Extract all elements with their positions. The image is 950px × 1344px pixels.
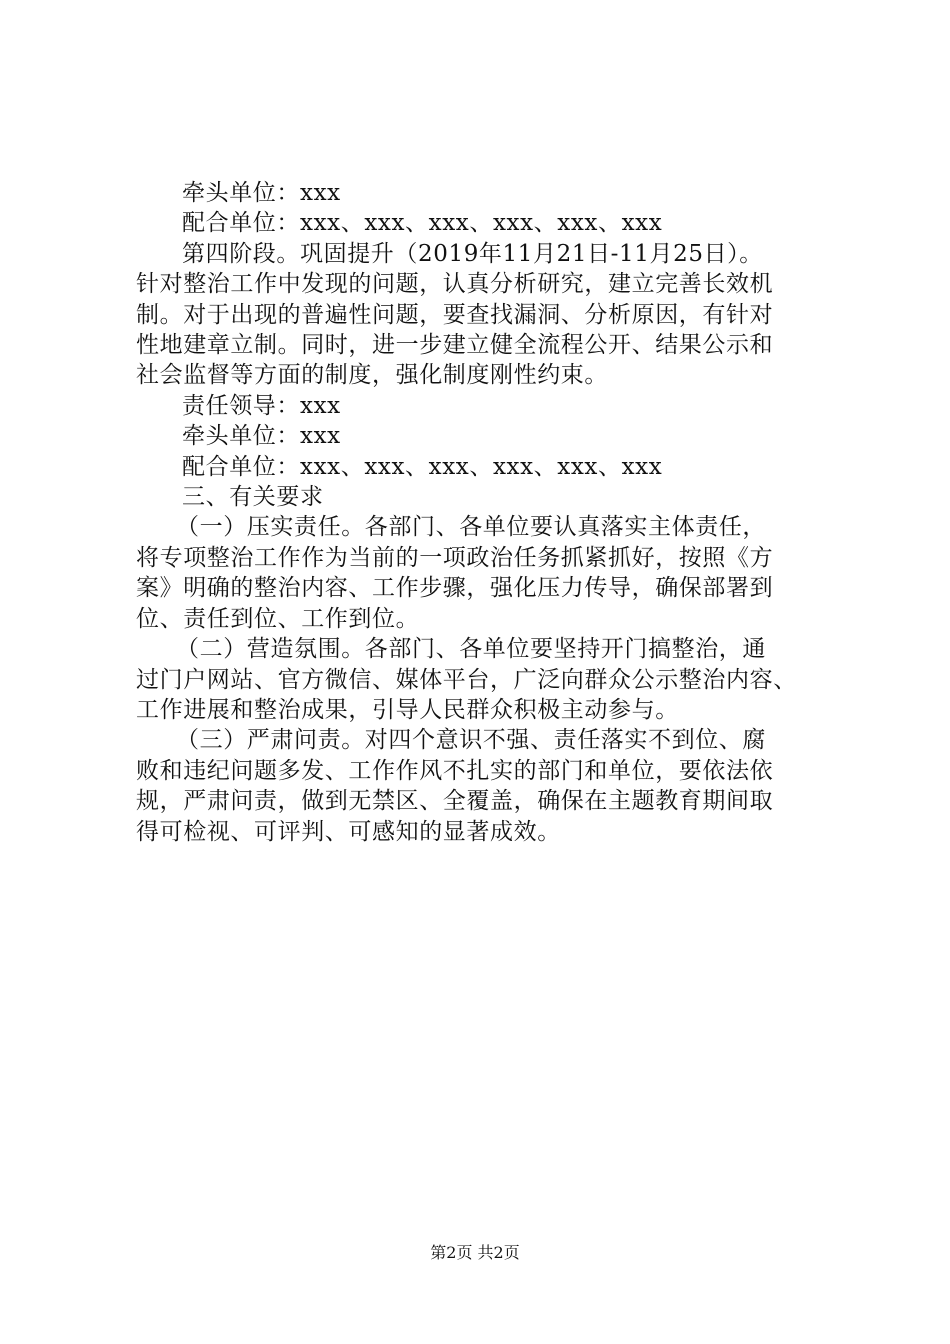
document-body [136, 178, 826, 847]
stage3-support-units: 配合单位：xxx、xxx、xxx、xxx、xxx、xxx [182, 210, 663, 237]
requirement-2-line-3: 工作进展和整治成果，引导人民群众积极主动参与。 [136, 696, 679, 723]
section-heading-requirements: 三、有关要求 [182, 484, 324, 511]
stage4-line-5: 社会监督等方面的制度，强化制度刚性约束。 [136, 362, 608, 389]
page-indicator: 第2页 共2页 [430, 1243, 520, 1262]
stage4-paragraph [136, 239, 826, 391]
requirement-1-paragraph [136, 512, 826, 634]
stage4-support-units: 配合单位：xxx、xxx、xxx、xxx、xxx、xxx [182, 453, 663, 480]
requirement-3-line-4: 得可检视、可评判、可感知的显著成效。 [136, 818, 561, 845]
requirement-1-line-1: （一）压实责任。各部门、各单位要认真落实主体责任， [176, 514, 766, 541]
stage4-line-1: 第四阶段。巩固提升（2019年11月21日-11月25日）。 [182, 240, 763, 267]
requirement-3-line-3: 规，严肃问责，做到无禁区、全覆盖，确保在主题教育期间取 [136, 788, 774, 815]
requirement-2-line-2: 过门户网站、官方微信、媒体平台，广泛向群众公示整治内容、 [136, 666, 797, 693]
requirement-3-paragraph [136, 725, 826, 847]
requirement-3-line-1: （三）严肃问责。对四个意识不强、责任落实不到位、腐 [176, 727, 766, 754]
requirement-2-line-1: （二）营造氛围。各部门、各单位要坚持开门搞整治，通 [176, 636, 766, 663]
stage4-line-2: 针对整治工作中发现的问题，认真分析研究，建立完善长效机 [136, 271, 774, 298]
stage4-line-3: 制。对于出现的普遍性问题，要查找漏洞、分析原因，有针对 [136, 301, 774, 328]
stage4-responsible-leader: 责任领导：xxx [182, 392, 341, 419]
requirement-1-line-3: 案》明确的整治内容、工作步骤，强化压力传导，确保部署到 [136, 575, 774, 602]
requirement-1-line-4: 位、责任到位、工作到位。 [136, 605, 420, 632]
requirement-2-paragraph [136, 634, 826, 725]
stage3-lead-unit: 牵头单位：xxx [182, 180, 341, 206]
requirement-3-line-2: 败和违纪问题多发、工作作风不扎实的部门和单位，要依法依 [136, 757, 774, 784]
requirement-1-line-2: 将专项整治工作作为当前的一项政治任务抓紧抓好，按照《方 [136, 544, 774, 571]
stage4-line-4: 性地建章立制。同时，进一步建立健全流程公开、结果公示和 [136, 332, 774, 359]
page-footer [0, 1243, 950, 1263]
stage4-lead-unit: 牵头单位：xxx [182, 423, 341, 450]
